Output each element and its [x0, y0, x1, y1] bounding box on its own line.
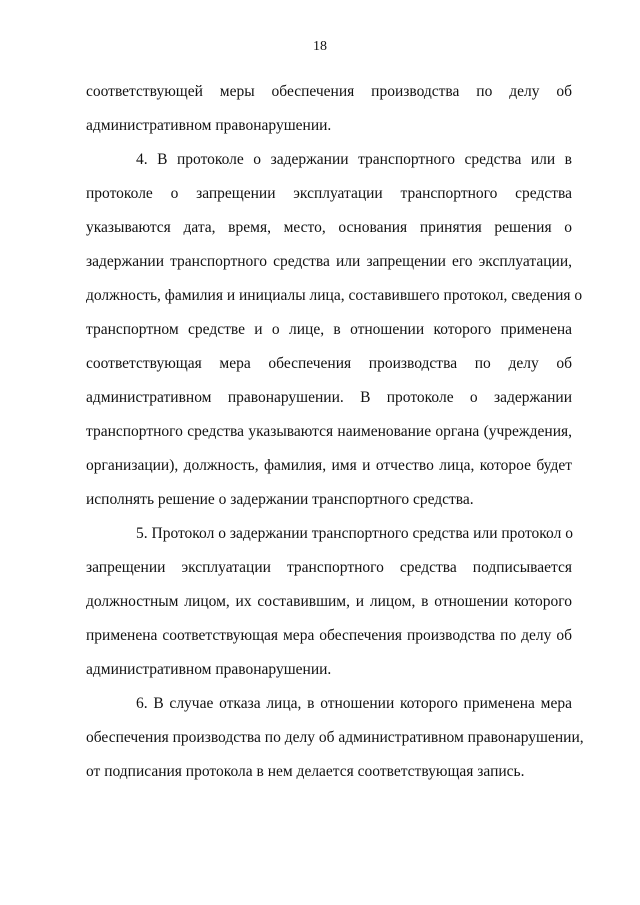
paragraph-continuation [86, 75, 572, 143]
text-line: транспортного средства указываются наименование органа (учреждения, [86, 423, 572, 440]
text-line: применена соответствующая мера обеспечения производства по делу об [86, 627, 572, 644]
text-line: запрещении эксплуатации транспортного средства подписывается [86, 559, 572, 576]
text-line: 4. В протоколе о задержании транспортного средства или в [136, 151, 572, 168]
text-line: задержании транспортного средства или запрещении его эксплуатации, [86, 253, 572, 270]
text-line: должностным лицом, их составившим, и лицом, в отношении которого [86, 593, 572, 610]
text-line: административном правонарушении. В протоколе о задержании [86, 389, 572, 406]
text-line: 6. В случае отказа лица, в отношении которого применена мера [136, 695, 572, 712]
text-line: от подписания протокола в нем делается соответствующая запись. [86, 763, 525, 780]
text-line: протоколе о запрещении эксплуатации транспортного средства [86, 185, 572, 202]
paragraph-item-6 [86, 687, 584, 789]
text-line: административном правонарушении. [86, 661, 332, 678]
text-line: 5. Протокол о задержании транспортного средства или протокол о [136, 525, 573, 542]
text-line: транспортном средстве и о лице, в отношении которого применена [86, 321, 572, 338]
page-number: 18 [313, 39, 327, 54]
text-line: организации), должность, фамилия, имя и отчество лица, которое будет [86, 457, 572, 474]
paragraph-item-5 [86, 517, 572, 687]
text-line: соответствующей меры обеспечения производства по делу об [86, 83, 572, 100]
text-line: соответствующая мера обеспечения производства по делу об [86, 355, 572, 372]
text-line: обеспечения производства по делу об административном правонарушении, [86, 729, 584, 746]
text-line: указываются дата, время, место, основания принятия решения о [86, 219, 572, 236]
text-line: исполнять решение о задержании транспортного средства. [86, 491, 474, 508]
document-body [86, 75, 584, 789]
text-line: административном правонарушении. [86, 117, 332, 134]
paragraph-item-4 [86, 143, 583, 517]
text-line: должность, фамилия и инициалы лица, составившего протокол, сведения о [86, 287, 583, 304]
